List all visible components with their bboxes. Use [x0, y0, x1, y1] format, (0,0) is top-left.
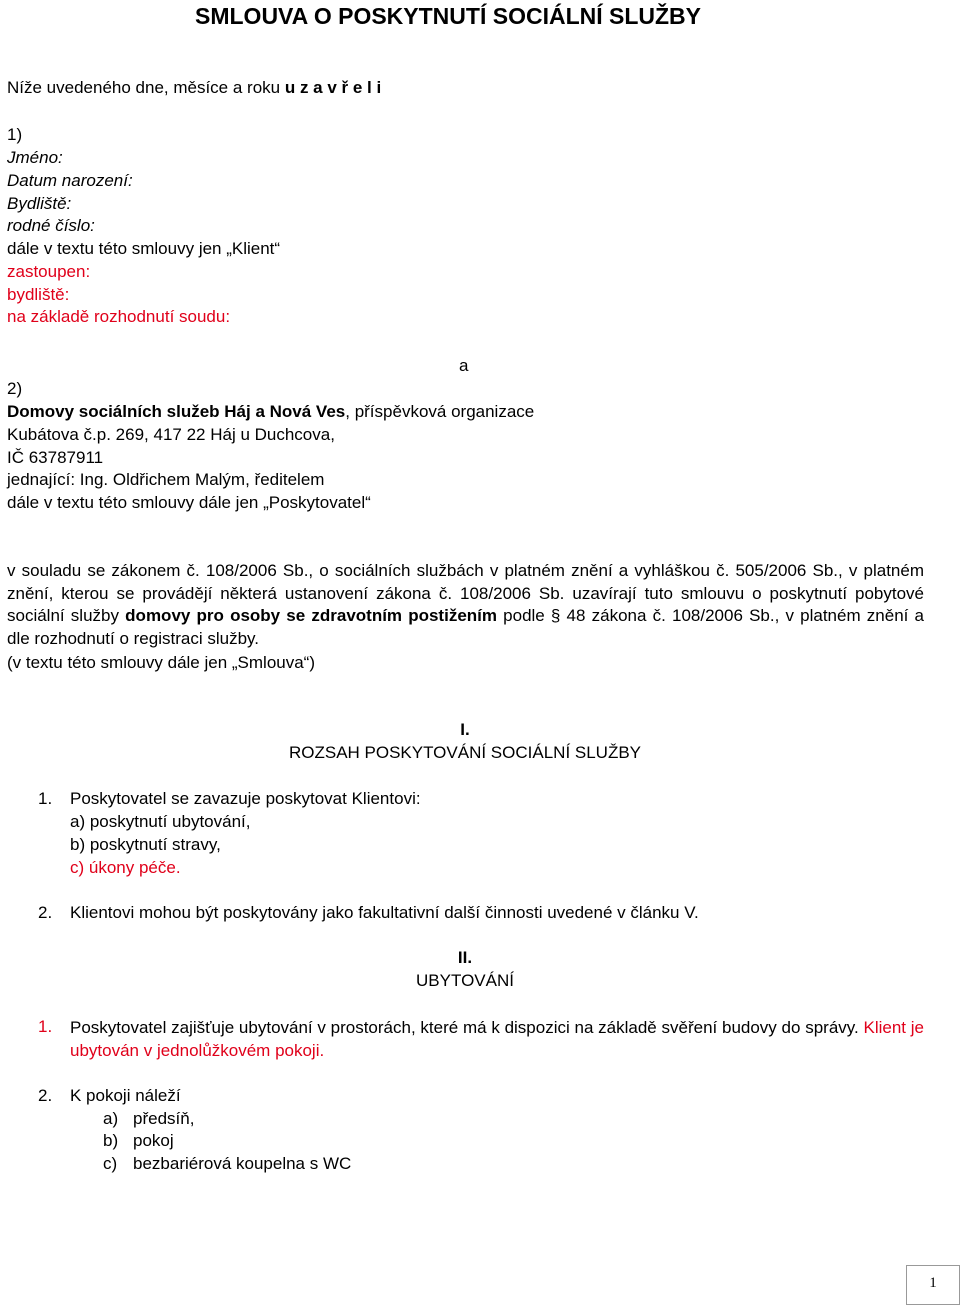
section2-number: II.	[457, 948, 473, 967]
section1-title: ROZSAH POSKYTOVÁNÍ SOCIÁLNÍ SLUŽBY	[288, 743, 642, 762]
section2-item1-red: Klient je ubytován v jednolůžkovém pokoji.	[70, 1018, 924, 1060]
party1-court-label: na základě rozhodnutí soudu:	[7, 307, 231, 326]
party2-org-type: , příspěvková organizace	[345, 402, 535, 421]
section1-item1-a: a) poskytnutí ubytování,	[70, 812, 251, 831]
party1-name-label: Jméno:	[7, 148, 63, 167]
law-paragraph	[7, 560, 924, 650]
section2-item1-num: 1.	[38, 1017, 53, 1036]
party2-org-name: Domovy sociálních služeb Háj a Nová Ves	[7, 402, 346, 421]
section2-item2-a-num: a)	[103, 1109, 119, 1128]
party1-rep-address-label: bydliště:	[7, 285, 70, 304]
section2-item1-text	[70, 1016, 924, 1062]
intro-bold: u z a v ř e l i	[284, 78, 382, 97]
section1-item1-b: b) poskytnutí stravy,	[70, 835, 221, 854]
conjunction: a	[459, 356, 469, 375]
contract-title: SMLOUVA O POSKYTNUTÍ SOCIÁLNÍ SLUŽBY	[195, 3, 702, 29]
party1-represented-label: zastoupen:	[7, 262, 91, 281]
law-service-type: domovy pro osoby se zdravotním postižením	[125, 606, 497, 625]
section2-item2-c: bezbariérová koupelna s WC	[133, 1154, 352, 1173]
section2-item2-num: 2.	[38, 1086, 53, 1105]
party1-address-label: Bydliště:	[7, 194, 72, 213]
party1-birth-label: Datum narození:	[7, 171, 133, 190]
section1-item2-text: Klientovi mohou být poskytovány jako fakultativní další činnosti uvedené v článku V.	[70, 903, 699, 922]
party2-number: 2)	[7, 379, 23, 398]
party2-acting: jednající: Ing. Oldřichem Malým, ředitelem	[7, 470, 325, 489]
law-text-2: podle § 48 zákona č. 108/2006 Sb., v platném znění a dle rozhodnutí o registraci služby.	[7, 606, 924, 648]
intro-text: Níže uvedeného dne, měsíce a roku	[7, 78, 285, 97]
party2-address: Kubátova č.p. 269, 417 22 Háj u Duchcova,	[7, 425, 335, 444]
section2-title: UBYTOVÁNÍ	[416, 971, 514, 990]
party1-client-note: dále v textu této smlouvy jen „Klient“	[7, 239, 281, 258]
section2-item2-a: předsíň,	[133, 1109, 195, 1128]
party1-number: 1)	[7, 125, 23, 144]
party2-ico: IČ 63787911	[7, 448, 104, 467]
law-text-1: v souladu se zákonem č. 108/2006 Sb., o sociálních službách v platném znění a vyhláškou č. 505/2006 Sb., v platném znění, kterou se provádějí některá ustanovení zákona č. 108/2006 Sb. uzavírají tuto smlouvu o poskytnutí pobytové sociální služby	[7, 561, 924, 625]
section2-item2-text: K pokoji náleží	[70, 1086, 181, 1105]
section1-item2-num: 2.	[38, 903, 53, 922]
section2-item2-c-num: c)	[103, 1154, 118, 1173]
page-number: 1	[929, 1275, 937, 1291]
party2-org	[7, 401, 534, 423]
section2-item2-b-num: b)	[103, 1131, 119, 1150]
section2-item1-body: Poskytovatel zajišťuje ubytování v prostorách, které má k dispozici na základě svěření budovy do správy.	[70, 1018, 864, 1037]
section1-item1-num: 1.	[38, 789, 53, 808]
page-number-box	[906, 1265, 960, 1305]
party2-provider-note: dále v textu této smlouvy dále jen „Poskytovatel“	[7, 493, 371, 512]
party1-id-label: rodné číslo:	[7, 216, 95, 235]
section2-item2-b: pokoj	[133, 1131, 174, 1150]
law-contract-note: (v textu této smlouvy dále jen „Smlouva“)	[7, 653, 316, 672]
section1-number: I.	[460, 720, 470, 739]
section1-item1-text: Poskytovatel se zavazuje poskytovat Klientovi:	[70, 789, 421, 808]
intro-line	[7, 77, 381, 99]
section1-item1-c: c) úkony péče.	[70, 858, 181, 877]
